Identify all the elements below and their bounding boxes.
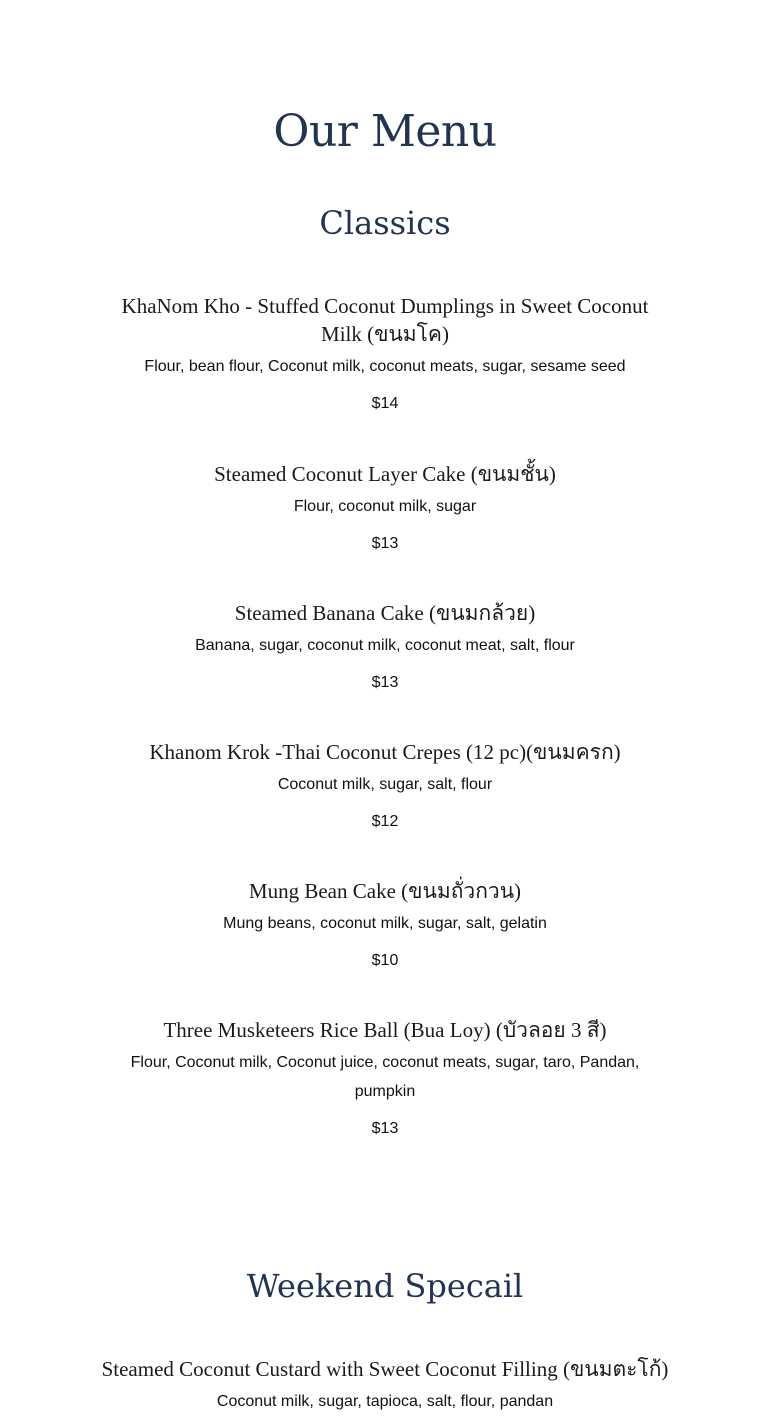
menu-item xyxy=(100,738,670,833)
menu-item xyxy=(100,292,670,415)
menu-item xyxy=(100,599,670,694)
section-title-classics: Classics xyxy=(319,204,451,242)
menu-item xyxy=(100,877,670,972)
menu-item-description: Flour, coconut milk, sugar xyxy=(293,498,477,515)
menu-item xyxy=(100,460,670,555)
menu-item-name: Mung Bean Cake (ขนมถั่วกวน) xyxy=(248,879,522,903)
menu-item-price: $14 xyxy=(371,395,399,412)
menu-item xyxy=(100,1016,670,1140)
menu-item-name: Steamed Banana Cake (ขนมกล้วย) xyxy=(234,601,536,625)
menu-item-name: Steamed Coconut Layer Cake (ขนมชั้น) xyxy=(214,462,556,486)
menu-item-description: Flour, Coconut milk, Coconut juice, coconut meats, sugar, taro, Pandan, pumpkin xyxy=(130,1054,640,1100)
menu-item-description: Coconut milk, sugar, salt, flour xyxy=(277,776,493,793)
menu-item-price: $13 xyxy=(371,674,399,691)
menu-item-price: $13 xyxy=(371,535,399,552)
menu-item-price: $10 xyxy=(371,952,399,969)
menu-item-name: KhaNom Kho - Stuffed Coconut Dumplings in Sweet Coconut Milk (ขนมโค) xyxy=(121,294,649,346)
menu-item-price: $12 xyxy=(371,813,399,830)
menu-item-description: Mung beans, coconut milk, sugar, salt, gelatin xyxy=(223,915,547,932)
menu-title: Our Menu xyxy=(273,106,497,157)
menu-item-description: Flour, bean flour, Coconut milk, coconut meats, sugar, sesame seed xyxy=(144,358,626,375)
menu-item-description: Banana, sugar, coconut milk, coconut meat, salt, flour xyxy=(195,637,575,654)
section-title-weekend-special: Weekend Specail xyxy=(246,1267,524,1305)
menu-item-name: Khanom Krok -Thai Coconut Crepes (12 pc)(ขนมครก) xyxy=(149,740,621,764)
menu-item xyxy=(100,1355,670,1416)
menu-item-name: Three Musketeers Rice Ball (Bua Loy) (บัวลอย 3 สี) xyxy=(163,1018,607,1042)
menu-item-price: $13 xyxy=(371,1120,399,1137)
menu-item-description: Coconut milk, sugar, tapioca, salt, flour, pandan xyxy=(216,1393,554,1410)
menu-item-name: Steamed Coconut Custard with Sweet Coconut Filling (ขนมตะโก้) xyxy=(101,1357,669,1381)
